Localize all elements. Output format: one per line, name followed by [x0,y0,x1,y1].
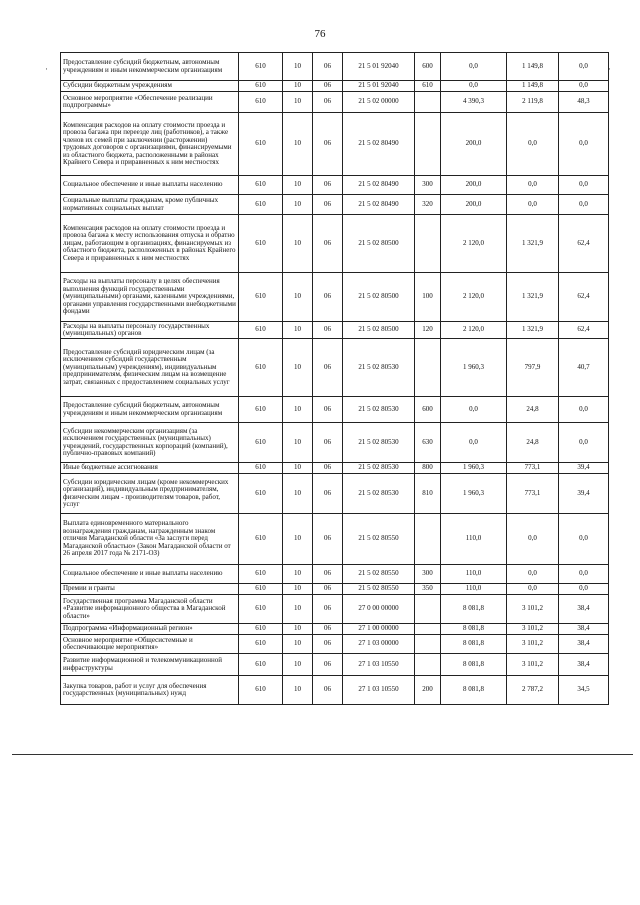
plan-amount: 0,0 [441,397,507,423]
ved-code: 610 [239,635,283,654]
row-name: Выплата единовременного материального вознаграждения гражданам, награжденным знаком отличия Магаданской области «За заслуги перед Магаданской областью» (Закон Магаданской области от 26 апреля 2017 года № 2171-ОЗ) [61,514,239,565]
row-name: Предоставление субсидий бюджетным, автономным учреждениям и иным некоммерческим организациям [61,53,239,81]
plan-amount: 0,0 [441,423,507,463]
ved-code: 610 [239,176,283,195]
percent-executed: 40,7 [559,339,609,397]
ved-code: 610 [239,92,283,113]
plan-amount: 1 960,3 [441,339,507,397]
table-row [61,195,609,215]
table-row [61,53,609,81]
executed-amount: 3 101,2 [507,624,559,635]
percent-executed: 48,3 [559,92,609,113]
section-code: 10 [283,273,313,322]
target-article-code: 21 5 02 80490 [343,176,415,195]
plan-amount: 1 960,3 [441,463,507,474]
row-name: Субсидии бюджетным учреждениям [61,81,239,92]
percent-executed: 62,4 [559,215,609,273]
target-article-code: 21 5 02 80530 [343,339,415,397]
section-code: 10 [283,595,313,624]
executed-amount: 2 787,2 [507,676,559,705]
executed-amount: 3 101,2 [507,635,559,654]
percent-executed: 39,4 [559,463,609,474]
executed-amount: 773,1 [507,474,559,514]
plan-amount: 200,0 [441,176,507,195]
table-row [61,92,609,113]
percent-executed: 0,0 [559,423,609,463]
subsection-code: 06 [313,514,343,565]
percent-executed: 0,0 [559,565,609,584]
percent-executed: 0,0 [559,53,609,81]
executed-amount: 3 101,2 [507,654,559,676]
budget-table-container [60,52,608,705]
percent-executed: 39,4 [559,474,609,514]
row-name: Подпрограмма «Информационный регион» [61,624,239,635]
expense-type-code [415,215,441,273]
expense-type-code: 810 [415,474,441,514]
row-name: Социальное обеспечение и иные выплаты населению [61,176,239,195]
page-number: 76 [314,28,326,40]
row-name: Иные бюджетные ассигнования [61,463,239,474]
percent-executed: 34,5 [559,676,609,705]
table-row [61,176,609,195]
section-code: 10 [283,92,313,113]
expense-type-code: 800 [415,463,441,474]
row-name: Государственная программа Магаданской области «Развитие информационного общества в Магаданской области» [61,595,239,624]
target-article-code: 21 5 02 80550 [343,584,415,595]
percent-executed: 0,0 [559,195,609,215]
table-row [61,339,609,397]
percent-executed: 38,4 [559,654,609,676]
percent-executed: 0,0 [559,176,609,195]
section-code: 10 [283,53,313,81]
ved-code: 610 [239,565,283,584]
expense-type-code: 320 [415,195,441,215]
target-article-code: 21 5 02 80530 [343,397,415,423]
plan-amount: 110,0 [441,514,507,565]
section-code: 10 [283,423,313,463]
plan-amount: 0,0 [441,53,507,81]
section-code: 10 [283,624,313,635]
plan-amount: 2 120,0 [441,322,507,339]
executed-amount: 24,8 [507,423,559,463]
table-row [61,565,609,584]
executed-amount: 1 321,9 [507,273,559,322]
target-article-code: 21 5 02 80500 [343,322,415,339]
expense-type-code: 350 [415,584,441,595]
ved-code: 610 [239,595,283,624]
table-row [61,81,609,92]
target-article-code: 21 5 02 80530 [343,463,415,474]
section-code: 10 [283,565,313,584]
expense-type-code [415,654,441,676]
table-row [61,113,609,176]
row-name: Компенсация расходов на оплату стоимости проезда и провоза багажа к месту использования отпуска и обратно лицам, работающим в организациях, финансируемых из областного бюджета, расположенных в районах Крайнего Севера и приравненных к ним местностях [61,215,239,273]
subsection-code: 06 [313,215,343,273]
percent-executed: 38,4 [559,635,609,654]
plan-amount: 200,0 [441,195,507,215]
section-code: 10 [283,339,313,397]
expense-type-code [415,624,441,635]
expense-type-code [415,113,441,176]
expense-type-code [415,514,441,565]
bottom-rule [12,754,633,755]
expense-type-code: 200 [415,676,441,705]
expense-type-code: 300 [415,565,441,584]
ved-code: 610 [239,215,283,273]
row-name: Социальные выплаты гражданам, кроме публичных нормативных социальных выплат [61,195,239,215]
expense-type-code: 100 [415,273,441,322]
target-article-code: 27 0 00 00000 [343,595,415,624]
ved-code: 610 [239,397,283,423]
subsection-code: 06 [313,92,343,113]
executed-amount: 0,0 [507,176,559,195]
subsection-code: 06 [313,53,343,81]
subsection-code: 06 [313,584,343,595]
executed-amount: 773,1 [507,463,559,474]
target-article-code: 21 5 02 80530 [343,423,415,463]
target-article-code: 21 5 02 00000 [343,92,415,113]
executed-amount: 0,0 [507,514,559,565]
target-article-code: 21 5 02 80500 [343,215,415,273]
row-name: Предоставление субсидий юридическим лицам (за исключением субсидий государственным (муниципальным) учреждениям), индивидуальным предпринимателям, физическим лицам на возмещение затрат, связанных с предоставлением социальных услуг [61,339,239,397]
table-row [61,474,609,514]
table-row [61,514,609,565]
subsection-code: 06 [313,423,343,463]
row-name: Субсидии юридическим лицам (кроме некоммерческих организаций), индивидуальным предпринимателям, физическим лицам - производителям товаров, работ, услуг [61,474,239,514]
table-row [61,463,609,474]
section-code: 10 [283,215,313,273]
ved-code: 610 [239,273,283,322]
ved-code: 610 [239,514,283,565]
section-code: 10 [283,635,313,654]
subsection-code: 06 [313,624,343,635]
executed-amount: 2 119,8 [507,92,559,113]
subsection-code: 06 [313,113,343,176]
executed-amount: 24,8 [507,397,559,423]
target-article-code: 21 5 02 80550 [343,514,415,565]
target-article-code: 21 5 02 80490 [343,113,415,176]
section-code: 10 [283,195,313,215]
budget-table [60,52,609,705]
ved-code: 610 [239,81,283,92]
row-name: Премии и гранты [61,584,239,595]
plan-amount: 4 390,3 [441,92,507,113]
executed-amount: 1 149,8 [507,53,559,81]
ved-code: 610 [239,339,283,397]
executed-amount: 1 321,9 [507,322,559,339]
ved-code: 610 [239,195,283,215]
section-code: 10 [283,463,313,474]
target-article-code: 21 5 01 92040 [343,53,415,81]
plan-amount: 110,0 [441,565,507,584]
ved-code: 610 [239,463,283,474]
ved-code: 610 [239,584,283,595]
subsection-code: 06 [313,273,343,322]
row-name: Основное мероприятие «Общесистемные и обеспечивающие мероприятия» [61,635,239,654]
section-code: 10 [283,113,313,176]
plan-amount: 8 081,8 [441,635,507,654]
row-name: Расходы на выплаты персоналу государственных (муниципальных) органов [61,322,239,339]
section-code: 10 [283,584,313,595]
target-article-code: 21 5 02 80530 [343,474,415,514]
executed-amount: 1 321,9 [507,215,559,273]
ved-code: 610 [239,423,283,463]
table-row [61,322,609,339]
executed-amount: 1 149,8 [507,81,559,92]
section-code: 10 [283,514,313,565]
plan-amount: 8 081,8 [441,624,507,635]
row-name: Развитие информационной и телекоммуникационной инфраструктуры [61,654,239,676]
percent-executed: 38,4 [559,595,609,624]
ved-code: 610 [239,113,283,176]
scan-speck: · [45,64,48,74]
executed-amount: 0,0 [507,584,559,595]
executed-amount: 0,0 [507,195,559,215]
target-article-code: 21 5 02 80550 [343,565,415,584]
row-name: Субсидии некоммерческим организациям (за исключением государственных (муниципальных) учреждений, государственных корпораций (компаний), публично-правовых компаний) [61,423,239,463]
ved-code: 610 [239,676,283,705]
target-article-code: 21 5 02 80500 [343,273,415,322]
plan-amount: 2 120,0 [441,273,507,322]
ved-code: 610 [239,53,283,81]
target-article-code: 21 5 01 92040 [343,81,415,92]
percent-executed: 0,0 [559,397,609,423]
target-article-code: 27 1 03 10550 [343,654,415,676]
expense-type-code [415,339,441,397]
percent-executed: 62,4 [559,322,609,339]
subsection-code: 06 [313,565,343,584]
subsection-code: 06 [313,322,343,339]
ved-code: 610 [239,474,283,514]
percent-executed: 62,4 [559,273,609,322]
percent-executed: 0,0 [559,113,609,176]
table-row [61,676,609,705]
subsection-code: 06 [313,474,343,514]
percent-executed: 0,0 [559,514,609,565]
subsection-code: 06 [313,635,343,654]
plan-amount: 8 081,8 [441,595,507,624]
section-code: 10 [283,676,313,705]
subsection-code: 06 [313,595,343,624]
target-article-code: 27 1 03 10550 [343,676,415,705]
ved-code: 610 [239,624,283,635]
target-article-code: 27 1 00 00000 [343,624,415,635]
percent-executed: 38,4 [559,624,609,635]
plan-amount: 1 960,3 [441,474,507,514]
section-code: 10 [283,654,313,676]
row-name: Компенсация расходов на оплату стоимости проезда и провоза багажа при переезде лиц (работников), а также членов их семей при заключении (расторжении) трудовых договоров с организациями, финансируемыми из областного бюджета, расположенными в районах Крайнего Севера и приравненных к ним местностях [61,113,239,176]
section-code: 10 [283,176,313,195]
expense-type-code: 610 [415,81,441,92]
executed-amount: 0,0 [507,565,559,584]
table-row [61,595,609,624]
subsection-code: 06 [313,339,343,397]
executed-amount: 0,0 [507,113,559,176]
executed-amount: 3 101,2 [507,595,559,624]
row-name: Предоставление субсидий бюджетным, автономным учреждениям и иным некоммерческим организациям [61,397,239,423]
plan-amount: 0,0 [441,81,507,92]
ved-code: 610 [239,322,283,339]
expense-type-code [415,595,441,624]
subsection-code: 06 [313,195,343,215]
subsection-code: 06 [313,676,343,705]
expense-type-code: 630 [415,423,441,463]
expense-type-code [415,635,441,654]
ved-code: 610 [239,654,283,676]
table-row [61,397,609,423]
scan-speck: · [608,64,611,74]
expense-type-code: 300 [415,176,441,195]
expense-type-code: 600 [415,53,441,81]
row-name: Закупка товаров, работ и услуг для обеспечения государственных (муниципальных) нужд [61,676,239,705]
plan-amount: 8 081,8 [441,676,507,705]
row-name: Основное мероприятие «Обеспечение реализации подпрограммы» [61,92,239,113]
target-article-code: 21 5 02 80490 [343,195,415,215]
subsection-code: 06 [313,81,343,92]
section-code: 10 [283,81,313,92]
row-name: Расходы на выплаты персоналу в целях обеспечения выполнения функций государственными (муниципальными) органами, казенными учреждениями, органами управления государственными внебюджетными фондами [61,273,239,322]
table-row [61,215,609,273]
plan-amount: 200,0 [441,113,507,176]
section-code: 10 [283,322,313,339]
target-article-code: 27 1 03 00000 [343,635,415,654]
expense-type-code: 600 [415,397,441,423]
subsection-code: 06 [313,463,343,474]
table-row [61,273,609,322]
subsection-code: 06 [313,176,343,195]
expense-type-code: 120 [415,322,441,339]
plan-amount: 8 081,8 [441,654,507,676]
section-code: 10 [283,474,313,514]
percent-executed: 0,0 [559,81,609,92]
table-row [61,423,609,463]
percent-executed: 0,0 [559,584,609,595]
executed-amount: 797,9 [507,339,559,397]
table-row [61,635,609,654]
subsection-code: 06 [313,397,343,423]
table-row [61,654,609,676]
section-code: 10 [283,397,313,423]
subsection-code: 06 [313,654,343,676]
row-name: Социальное обеспечение и иные выплаты населению [61,565,239,584]
plan-amount: 2 120,0 [441,215,507,273]
plan-amount: 110,0 [441,584,507,595]
table-row [61,624,609,635]
table-row [61,584,609,595]
expense-type-code [415,92,441,113]
